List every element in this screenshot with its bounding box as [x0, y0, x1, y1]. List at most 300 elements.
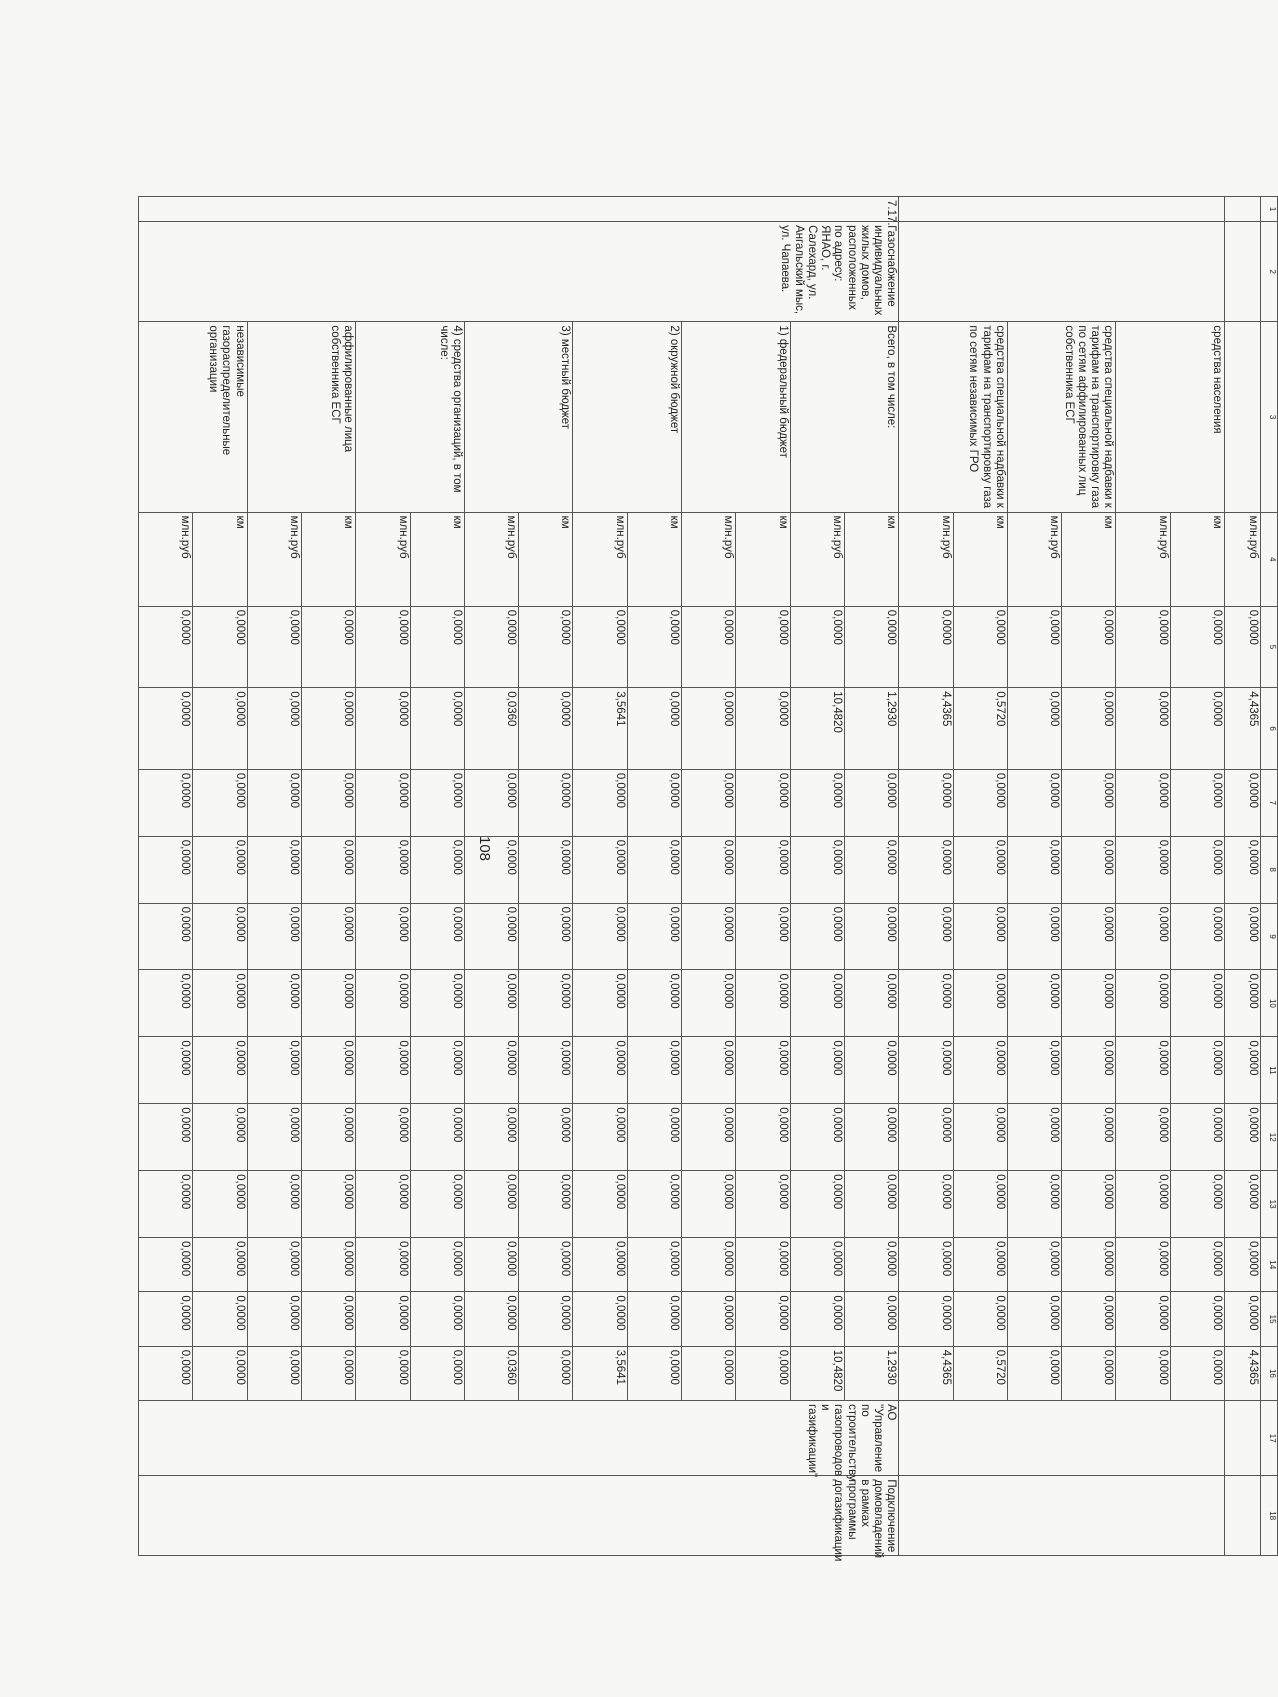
value-cell: 0,5720	[953, 688, 1007, 770]
unit-cell: млн.руб	[1225, 512, 1261, 606]
unit-cell: млн.руб	[790, 512, 844, 606]
value-cell: 0,0000	[736, 1346, 790, 1400]
value-cell: 0,0000	[193, 688, 247, 770]
value-cell: 0,0000	[1170, 1171, 1224, 1238]
value-cell: 0,0000	[682, 1171, 736, 1238]
value-cell: 0,0000	[1062, 1104, 1116, 1171]
unit-cell: км	[519, 512, 573, 606]
value-cell: 0,0000	[1225, 1104, 1261, 1171]
value-cell: 0,0000	[464, 1037, 518, 1104]
value-cell: 0,0000	[682, 1238, 736, 1292]
unit-cell: млн.руб	[573, 512, 627, 606]
value-cell: 0,0000	[356, 769, 410, 836]
value-cell: 0,0000	[464, 1292, 518, 1346]
unit-cell: млн.руб	[1116, 512, 1170, 606]
value-cell: 0,0000	[899, 1238, 953, 1292]
unit-cell: млн.руб	[139, 512, 193, 606]
value-cell: 0,0000	[1062, 769, 1116, 836]
value-cell: 0,0000	[953, 836, 1007, 903]
unit-cell: км	[736, 512, 790, 606]
column-number: 12	[1261, 1104, 1278, 1171]
value-cell: 0,0000	[1170, 1292, 1224, 1346]
value-cell: 0,0000	[301, 1346, 355, 1400]
funding-source-label: 4) средства организаций, в том числе:	[356, 322, 465, 512]
value-cell: 0,0000	[736, 1171, 790, 1238]
value-cell: 0,0000	[1225, 1037, 1261, 1104]
value-cell: 0,0000	[139, 1171, 193, 1238]
value-cell: 0,0000	[1062, 1171, 1116, 1238]
value-cell: 0,0000	[953, 1292, 1007, 1346]
value-cell: 0,0000	[1116, 688, 1170, 770]
funding-source-label: Всего, в том числе:	[790, 322, 899, 512]
value-cell: 0,0000	[736, 1238, 790, 1292]
value-cell: 0,0000	[1007, 1171, 1061, 1238]
value-cell: 0,0000	[1225, 903, 1261, 970]
value-cell: 0,0000	[139, 970, 193, 1037]
value-cell: 0,0000	[1225, 1171, 1261, 1238]
unit-cell: млн.руб	[247, 512, 301, 606]
value-cell: 0,0000	[1007, 970, 1061, 1037]
value-cell: 0,0000	[247, 903, 301, 970]
value-cell: 0,0000	[573, 970, 627, 1037]
value-cell: 0,0000	[682, 903, 736, 970]
value-cell: 0,0000	[1062, 688, 1116, 770]
value-cell: 0,0000	[627, 1037, 681, 1104]
value-cell: 0,0000	[899, 903, 953, 970]
value-cell: 0,0000	[410, 1171, 464, 1238]
column-number: 9	[1261, 903, 1278, 970]
value-cell: 0,0000	[139, 769, 193, 836]
value-cell: 0,0000	[410, 1346, 464, 1400]
value-cell: 0,0000	[464, 1238, 518, 1292]
value-cell: 0,0000	[953, 903, 1007, 970]
value-cell: 0,0000	[193, 836, 247, 903]
value-cell: 0,0000	[410, 1292, 464, 1346]
value-cell: 0,0000	[627, 1171, 681, 1238]
rotated-table-wrapper	[138, 196, 1278, 1562]
value-cell: 0,0000	[627, 836, 681, 903]
value-cell: 0,0000	[1007, 1346, 1061, 1400]
column-number: 5	[1261, 606, 1278, 688]
value-cell: 0,0000	[682, 688, 736, 770]
value-cell: 0,0000	[790, 1292, 844, 1346]
value-cell: 0,0000	[736, 970, 790, 1037]
value-cell: 0,0000	[1170, 1346, 1224, 1400]
value-cell: 0,0000	[573, 769, 627, 836]
empty-cell	[1225, 1476, 1261, 1556]
value-cell: 0,0000	[627, 769, 681, 836]
column-number-row	[1261, 197, 1278, 1556]
value-cell: 0,0000	[627, 688, 681, 770]
value-cell: 0,0000	[1116, 903, 1170, 970]
item-number: 7.17.	[139, 197, 899, 222]
value-cell: 0,0000	[1225, 1238, 1261, 1292]
column-number: 6	[1261, 688, 1278, 770]
value-cell: 0,0000	[899, 606, 953, 688]
value-cell: 0,0000	[627, 970, 681, 1037]
value-cell: 0,0000	[247, 1171, 301, 1238]
value-cell: 0,0000	[301, 836, 355, 903]
value-cell: 0,0000	[899, 970, 953, 1037]
value-cell: 0,0000	[1007, 1104, 1061, 1171]
value-cell: 0,0000	[953, 606, 1007, 688]
value-cell: 0,0000	[464, 836, 518, 903]
value-cell: 0,0000	[627, 1292, 681, 1346]
value-cell: 0,0000	[1116, 606, 1170, 688]
value-cell: 0,0000	[356, 1037, 410, 1104]
value-cell: 0,0000	[1062, 1037, 1116, 1104]
value-cell: 0,0000	[247, 769, 301, 836]
value-cell: 0,0000	[790, 1037, 844, 1104]
value-cell: 0,0000	[1116, 970, 1170, 1037]
table-row	[410, 197, 464, 1556]
value-cell: 0,0000	[193, 1346, 247, 1400]
value-cell: 0,0000	[410, 1104, 464, 1171]
value-cell: 0,0000	[682, 1346, 736, 1400]
value-cell: 0,0000	[627, 903, 681, 970]
value-cell: 0,0000	[410, 903, 464, 970]
column-number: 11	[1261, 1037, 1278, 1104]
unit-cell: км	[953, 512, 1007, 606]
value-cell: 0,0000	[1007, 606, 1061, 688]
value-cell: 0,0000	[844, 1037, 898, 1104]
value-cell: 0,0000	[736, 903, 790, 970]
value-cell: 0,0000	[682, 836, 736, 903]
value-cell: 10,4820	[790, 1346, 844, 1400]
value-cell: 0,0000	[247, 688, 301, 770]
value-cell: 0,0000	[139, 688, 193, 770]
value-cell: 0,0000	[301, 970, 355, 1037]
value-cell: 0,0000	[519, 1292, 573, 1346]
unit-cell: млн.руб	[464, 512, 518, 606]
value-cell: 0,0000	[356, 1238, 410, 1292]
table-row	[301, 197, 355, 1556]
value-cell: 0,0000	[410, 1037, 464, 1104]
value-cell: 0,0000	[790, 836, 844, 903]
value-cell: 0,0000	[139, 903, 193, 970]
value-cell: 0,0000	[790, 970, 844, 1037]
value-cell: 10,4820	[790, 688, 844, 770]
value-cell: 4,4365	[899, 1346, 953, 1400]
value-cell: 0,0000	[844, 769, 898, 836]
value-cell: 0,0000	[1007, 1037, 1061, 1104]
value-cell: 0,0000	[356, 1171, 410, 1238]
value-cell: 0,0000	[1007, 836, 1061, 903]
value-cell: 0,0000	[844, 1292, 898, 1346]
value-cell: 0,0000	[1116, 1346, 1170, 1400]
table-row	[736, 197, 790, 1556]
empty-cell	[899, 197, 1225, 222]
value-cell: 0,0000	[1007, 769, 1061, 836]
unit-cell: км	[627, 512, 681, 606]
value-cell: 0,0000	[1116, 1171, 1170, 1238]
unit-cell: млн.руб	[356, 512, 410, 606]
value-cell: 1,2930	[844, 1346, 898, 1400]
table-row	[1170, 197, 1224, 1556]
table-row	[953, 197, 1007, 1556]
value-cell: 0,0000	[1170, 836, 1224, 903]
value-cell: 0,0000	[356, 1292, 410, 1346]
value-cell: 0,0000	[1225, 970, 1261, 1037]
value-cell: 0,0000	[573, 1292, 627, 1346]
unit-cell: км	[410, 512, 464, 606]
value-cell: 0,0000	[139, 1292, 193, 1346]
value-cell: 0,0000	[519, 606, 573, 688]
value-cell: 0,0000	[899, 836, 953, 903]
value-cell: 0,0000	[193, 1238, 247, 1292]
value-cell: 0,0000	[1170, 769, 1224, 836]
value-cell: 0,0000	[1225, 769, 1261, 836]
value-cell: 0,0000	[139, 1037, 193, 1104]
column-number: 13	[1261, 1171, 1278, 1238]
value-cell: 0,0000	[844, 1171, 898, 1238]
column-number: 1	[1261, 197, 1278, 222]
value-cell: 0,0000	[519, 1238, 573, 1292]
value-cell: 0,0000	[193, 1037, 247, 1104]
value-cell: 0,0000	[790, 1238, 844, 1292]
value-cell: 0,0000	[301, 1104, 355, 1171]
value-cell: 0,0000	[1225, 606, 1261, 688]
value-cell: 0,0000	[1007, 903, 1061, 970]
value-cell: 0,0000	[682, 606, 736, 688]
column-number: 8	[1261, 836, 1278, 903]
value-cell: 0,0000	[682, 769, 736, 836]
unit-cell: млн.руб	[682, 512, 736, 606]
column-number: 3	[1261, 322, 1278, 512]
value-cell: 0,0000	[1170, 970, 1224, 1037]
value-cell: 0,0000	[1062, 836, 1116, 903]
value-cell: 0,0000	[464, 1104, 518, 1171]
value-cell: 0,0000	[627, 1104, 681, 1171]
value-cell: 0,0000	[1170, 1238, 1224, 1292]
value-cell: 0,0000	[790, 903, 844, 970]
value-cell: 0,0000	[356, 836, 410, 903]
value-cell: 0,0000	[899, 1171, 953, 1238]
value-cell: 0,0000	[953, 1104, 1007, 1171]
value-cell: 0,0000	[1170, 1104, 1224, 1171]
value-cell: 0,0000	[301, 606, 355, 688]
value-cell: 0,0000	[139, 1104, 193, 1171]
column-number: 17	[1261, 1401, 1278, 1476]
column-number: 10	[1261, 970, 1278, 1037]
value-cell: 0,0000	[519, 970, 573, 1037]
value-cell: 0,0000	[301, 688, 355, 770]
value-cell: 0,0000	[1062, 1292, 1116, 1346]
value-cell: 0,0000	[410, 970, 464, 1037]
value-cell: 0,0000	[464, 1171, 518, 1238]
value-cell: 0,0000	[1062, 1346, 1116, 1400]
unit-cell: км	[844, 512, 898, 606]
empty-cell	[1225, 222, 1261, 322]
empty-cell	[1225, 197, 1261, 222]
value-cell: 0,0000	[1225, 836, 1261, 903]
value-cell: 0,0000	[1170, 688, 1224, 770]
empty-cell	[899, 1476, 1225, 1556]
table-row	[1225, 197, 1261, 1556]
value-cell: 0,0000	[736, 606, 790, 688]
value-cell: 0,0000	[682, 1292, 736, 1346]
value-cell: 0,0000	[790, 1171, 844, 1238]
value-cell: 0,0000	[573, 836, 627, 903]
value-cell: 0,0000	[1225, 1292, 1261, 1346]
column-number: 15	[1261, 1292, 1278, 1346]
value-cell: 0,0000	[410, 606, 464, 688]
value-cell: 0,0000	[247, 1037, 301, 1104]
value-cell: 0,0000	[627, 1346, 681, 1400]
value-cell: 0,0000	[464, 903, 518, 970]
value-cell: 0,0000	[1116, 836, 1170, 903]
value-cell: 0,0000	[844, 970, 898, 1037]
item-name: Газоснабжение индивидуальных жилых домов, расположенных по адресу: ЯНАО, г. Салехард, ул. Ангальский мыс, ул. Чапаева.	[139, 222, 899, 322]
value-cell: 0,0000	[1170, 606, 1224, 688]
page-number: 108	[476, 835, 494, 862]
value-cell: 0,0000	[247, 1238, 301, 1292]
table-row	[627, 197, 681, 1556]
value-cell: 0,0000	[519, 1037, 573, 1104]
value-cell: 0,0000	[682, 970, 736, 1037]
unit-cell: млн.руб	[1007, 512, 1061, 606]
value-cell: 0,0000	[736, 836, 790, 903]
value-cell: 0,0000	[1116, 1104, 1170, 1171]
note-cell: Подключение домовладений в рамках программы догазификации	[139, 1476, 899, 1556]
value-cell: 0,0000	[301, 1171, 355, 1238]
column-number: 4	[1261, 512, 1278, 606]
value-cell: 0,0000	[519, 1346, 573, 1400]
column-number: 7	[1261, 769, 1278, 836]
value-cell: 0,0000	[844, 903, 898, 970]
value-cell: 0,0000	[519, 1171, 573, 1238]
value-cell: 0,0000	[844, 836, 898, 903]
table-row	[844, 197, 898, 1556]
value-cell: 0,0000	[356, 970, 410, 1037]
funding-source-label: средства населения	[1116, 322, 1225, 512]
value-cell: 0,0000	[736, 688, 790, 770]
value-cell: 0,0000	[301, 1037, 355, 1104]
value-cell: 0,0000	[953, 1171, 1007, 1238]
value-cell: 0,0000	[464, 769, 518, 836]
empty-cell	[899, 222, 1225, 322]
value-cell: 0,0000	[193, 1292, 247, 1346]
unit-cell: млн.руб	[899, 512, 953, 606]
value-cell: 0,0000	[736, 1104, 790, 1171]
table-row	[519, 197, 573, 1556]
funding-source-label: 3) местный бюджет	[464, 322, 573, 512]
value-cell: 4,4365	[1225, 688, 1261, 770]
column-number: 2	[1261, 222, 1278, 322]
funding-source-label: средства специальной надбавки к тарифам на транспортировку газа по сетям независимых ГРО	[899, 322, 1008, 512]
value-cell: 0,0000	[410, 769, 464, 836]
value-cell: 0,0000	[356, 688, 410, 770]
empty-cell	[1225, 322, 1261, 512]
value-cell: 1,2930	[844, 688, 898, 770]
value-cell: 0,0000	[193, 1171, 247, 1238]
value-cell: 0,0000	[1062, 1238, 1116, 1292]
value-cell: 0,0000	[1062, 903, 1116, 970]
value-cell: 0,0000	[1007, 1292, 1061, 1346]
unit-cell: км	[1062, 512, 1116, 606]
value-cell: 0,0000	[1007, 688, 1061, 770]
funding-source-label: аффилированные лица собственника ЕСГ	[247, 322, 356, 512]
value-cell: 0,0360	[464, 688, 518, 770]
funding-source-label: средства специальной надбавки к тарифам на транспортировку газа по сетям аффилированных лиц собственника ЕСГ	[1007, 322, 1116, 512]
value-cell: 0,0000	[410, 1238, 464, 1292]
value-cell: 0,0000	[519, 688, 573, 770]
funding-source-label: независимые газораспределительные организации	[139, 322, 248, 512]
value-cell: 0,0000	[519, 769, 573, 836]
unit-cell: км	[1170, 512, 1224, 606]
value-cell: 0,0000	[573, 903, 627, 970]
table-row	[1062, 197, 1116, 1556]
value-cell: 0,0000	[247, 970, 301, 1037]
value-cell: 0,0000	[844, 1238, 898, 1292]
value-cell: 0,0000	[1062, 970, 1116, 1037]
value-cell: 4,4365	[1225, 1346, 1261, 1400]
unit-cell: км	[301, 512, 355, 606]
value-cell: 0,0000	[899, 1104, 953, 1171]
value-cell: 0,0000	[736, 769, 790, 836]
value-cell: 0,0000	[573, 1104, 627, 1171]
value-cell: 0,0000	[953, 970, 1007, 1037]
value-cell: 0,0000	[899, 1292, 953, 1346]
value-cell: 4,4365	[899, 688, 953, 770]
value-cell: 3,5641	[573, 1346, 627, 1400]
value-cell: 0,0000	[573, 606, 627, 688]
value-cell: 0,0000	[410, 688, 464, 770]
column-number: 18	[1261, 1476, 1278, 1556]
value-cell: 0,0000	[519, 836, 573, 903]
value-cell: 0,0000	[953, 1238, 1007, 1292]
value-cell: 0,0000	[790, 606, 844, 688]
value-cell: 0,0000	[247, 1346, 301, 1400]
value-cell: 0,0000	[356, 1104, 410, 1171]
value-cell: 0,0000	[193, 1104, 247, 1171]
value-cell: 0,0000	[193, 903, 247, 970]
value-cell: 0,0000	[301, 903, 355, 970]
value-cell: 0,0000	[1170, 1037, 1224, 1104]
value-cell: 0,0000	[356, 903, 410, 970]
funding-source-label: 1) федеральный бюджет	[682, 322, 791, 512]
value-cell: 0,0000	[301, 1238, 355, 1292]
value-cell: 0,0000	[953, 1037, 1007, 1104]
value-cell: 0,0000	[301, 1292, 355, 1346]
value-cell: 0,0000	[1062, 606, 1116, 688]
value-cell: 0,0000	[247, 606, 301, 688]
funding-source-label: 2) окружной бюджет	[573, 322, 682, 512]
empty-cell	[1225, 1401, 1261, 1476]
executor-cell: АО "Управление по строительству газопроводов и газификации"	[139, 1401, 899, 1476]
value-cell: 0,0000	[519, 903, 573, 970]
empty-cell	[899, 1401, 1225, 1476]
value-cell: 0,0000	[301, 769, 355, 836]
value-cell: 0,0000	[247, 1292, 301, 1346]
value-cell: 0,0000	[139, 1238, 193, 1292]
value-cell: 0,0000	[627, 1238, 681, 1292]
value-cell: 0,0000	[247, 836, 301, 903]
value-cell: 0,0000	[1170, 903, 1224, 970]
value-cell: 0,0000	[193, 769, 247, 836]
value-cell: 0,0360	[464, 1346, 518, 1400]
value-cell: 0,0000	[1116, 1292, 1170, 1346]
value-cell: 0,0000	[790, 1104, 844, 1171]
value-cell: 0,0000	[139, 606, 193, 688]
value-cell: 0,0000	[247, 1104, 301, 1171]
value-cell: 0,0000	[844, 1104, 898, 1171]
value-cell: 0,5720	[953, 1346, 1007, 1400]
value-cell: 0,0000	[464, 606, 518, 688]
value-cell: 0,0000	[953, 769, 1007, 836]
unit-cell: км	[193, 512, 247, 606]
table-body	[139, 197, 1278, 1562]
